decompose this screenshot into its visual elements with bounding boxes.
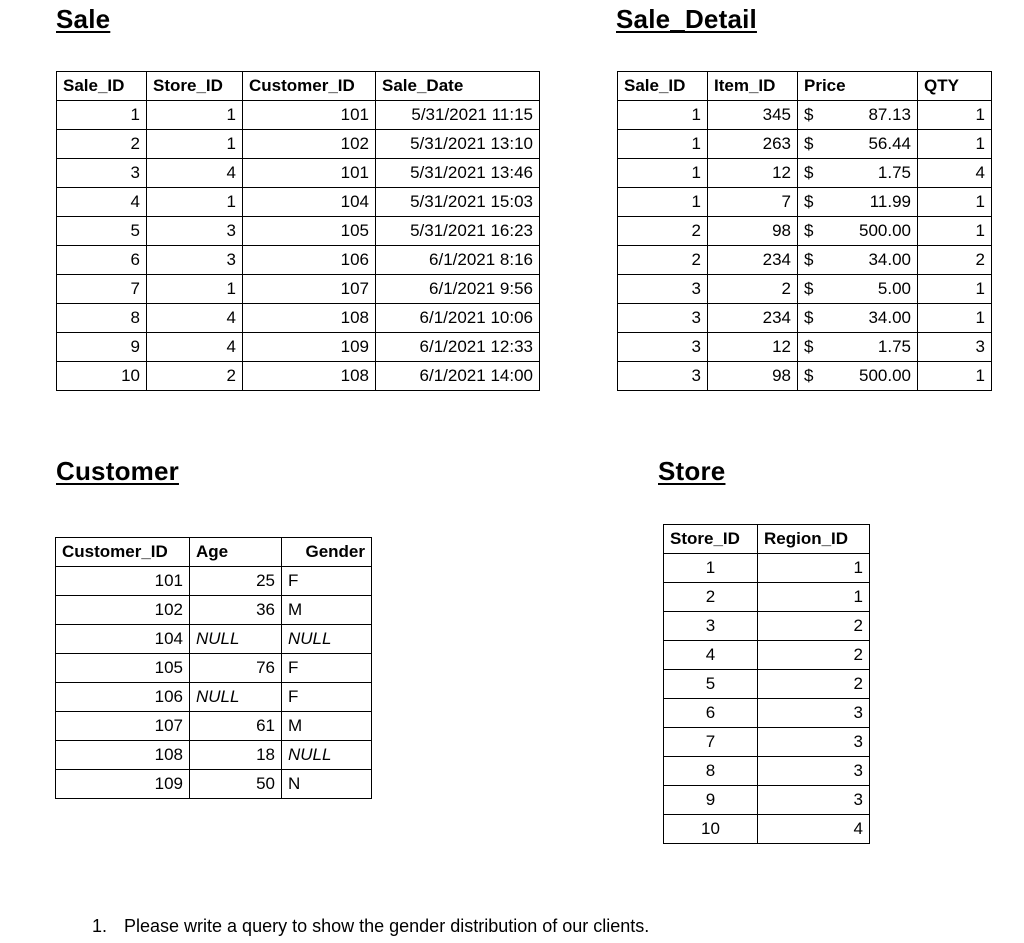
store-id-cell: 2: [664, 583, 758, 612]
table-row: [664, 641, 870, 670]
sale-id-cell: 9: [57, 333, 147, 362]
table-row: [664, 612, 870, 641]
store-id-cell: 1: [664, 554, 758, 583]
gender-cell: NULL: [282, 625, 372, 654]
qty-cell: 2: [918, 246, 992, 275]
customer-table: [55, 537, 372, 799]
sale-date-cell: 6/1/2021 10:06: [376, 304, 540, 333]
currency-symbol: $: [804, 163, 814, 182]
price-cell: [798, 333, 918, 362]
currency-symbol: $: [804, 308, 814, 327]
customer-id-cell: 104: [243, 188, 376, 217]
table-row: [664, 815, 870, 844]
region-id-cell: 3: [758, 786, 870, 815]
sale-detail-table: [617, 71, 992, 391]
region-id-cell: 2: [758, 641, 870, 670]
store-id-cell: 3: [147, 217, 243, 246]
item-id-cell: 234: [708, 304, 798, 333]
sale-header-sale-date: Sale_Date: [376, 72, 540, 101]
sale-id-cell: 2: [618, 217, 708, 246]
store-id-cell: 3: [664, 612, 758, 641]
customer-id-cell: 108: [56, 741, 190, 770]
customer-id-cell: 107: [243, 275, 376, 304]
price-cell: [798, 246, 918, 275]
gender-cell: F: [282, 567, 372, 596]
store-id-cell: 1: [147, 101, 243, 130]
store-id-cell: 4: [664, 641, 758, 670]
item-id-cell: 12: [708, 333, 798, 362]
table-row: [56, 596, 372, 625]
table-row: [664, 583, 870, 612]
age-cell: 25: [190, 567, 282, 596]
item-id-cell: 98: [708, 217, 798, 246]
sale-id-cell: 1: [57, 101, 147, 130]
age-cell: 50: [190, 770, 282, 799]
price-cell: [798, 217, 918, 246]
store-id-cell: 7: [664, 728, 758, 757]
table-row: [56, 683, 372, 712]
sale-header-store-id: Store_ID: [147, 72, 243, 101]
table-row: [57, 304, 540, 333]
sale-date-cell: 5/31/2021 13:10: [376, 130, 540, 159]
table-row: [56, 567, 372, 596]
store-table: [663, 524, 870, 844]
price-value: 87.13: [868, 105, 911, 124]
customer-id-cell: 106: [243, 246, 376, 275]
gender-cell: NULL: [282, 741, 372, 770]
sale-id-cell: 3: [618, 333, 708, 362]
table-row: [618, 101, 992, 130]
table-row: [664, 728, 870, 757]
customer-id-cell: 105: [243, 217, 376, 246]
store-id-cell: 10: [664, 815, 758, 844]
table-row: [57, 275, 540, 304]
store-id-cell: 4: [147, 333, 243, 362]
item-id-cell: 2: [708, 275, 798, 304]
sale-date-cell: 6/1/2021 9:56: [376, 275, 540, 304]
sale-id-cell: 7: [57, 275, 147, 304]
table-row: [57, 333, 540, 362]
customer-id-cell: 101: [243, 101, 376, 130]
price-cell: [798, 362, 918, 391]
table-row: [56, 712, 372, 741]
table-row: [618, 333, 992, 362]
price-value: 5.00: [877, 279, 911, 298]
table-row: [664, 670, 870, 699]
store-id-cell: 1: [147, 130, 243, 159]
currency-symbol: $: [804, 366, 814, 385]
customer-id-cell: 104: [56, 625, 190, 654]
currency-symbol: $: [804, 337, 814, 356]
sale-detail-header-item-id: Item_ID: [708, 72, 798, 101]
sale-header-row: [57, 72, 540, 101]
store-id-cell: 4: [147, 304, 243, 333]
sale-id-cell: 1: [618, 188, 708, 217]
price-value: 11.99: [869, 192, 911, 211]
customer-id-cell: 109: [243, 333, 376, 362]
sale-date-cell: 6/1/2021 8:16: [376, 246, 540, 275]
question-text: Please write a query to show the gender distribution of our clients.: [124, 916, 650, 936]
region-id-cell: 4: [758, 815, 870, 844]
sale-id-cell: 6: [57, 246, 147, 275]
currency-symbol: $: [804, 221, 814, 240]
sale-id-cell: 10: [57, 362, 147, 391]
price-cell: [798, 304, 918, 333]
customer-id-cell: 101: [56, 567, 190, 596]
region-id-cell: 2: [758, 670, 870, 699]
price-cell: [798, 101, 918, 130]
customer-id-cell: 101: [243, 159, 376, 188]
currency-symbol: $: [804, 105, 814, 124]
item-id-cell: 7: [708, 188, 798, 217]
table-row: [664, 786, 870, 815]
table-row: [56, 741, 372, 770]
store-id-cell: 5: [664, 670, 758, 699]
table-row: [664, 554, 870, 583]
sale-id-cell: 1: [618, 130, 708, 159]
table-row: [57, 101, 540, 130]
customer-header-gender: Gender: [282, 538, 372, 567]
price-cell: [798, 188, 918, 217]
gender-cell: M: [282, 596, 372, 625]
sale-detail-header-qty: QTY: [918, 72, 992, 101]
qty-cell: 3: [918, 333, 992, 362]
gender-cell: N: [282, 770, 372, 799]
sale-id-cell: 4: [57, 188, 147, 217]
region-id-cell: 2: [758, 612, 870, 641]
price-value: 500.00: [859, 221, 911, 240]
age-cell: 18: [190, 741, 282, 770]
region-id-cell: 3: [758, 728, 870, 757]
store-id-cell: 8: [664, 757, 758, 786]
sale-date-cell: 5/31/2021 11:15: [376, 101, 540, 130]
table-row: [57, 246, 540, 275]
store-id-cell: 3: [147, 246, 243, 275]
sale-header-sale-id: Sale_ID: [57, 72, 147, 101]
sale-date-cell: 6/1/2021 14:00: [376, 362, 540, 391]
sale-date-cell: 5/31/2021 15:03: [376, 188, 540, 217]
age-cell: 76: [190, 654, 282, 683]
sale-detail-header-sale-id: Sale_ID: [618, 72, 708, 101]
price-cell: [798, 130, 918, 159]
qty-cell: 4: [918, 159, 992, 188]
price-value: 1.75: [877, 163, 911, 182]
item-id-cell: 345: [708, 101, 798, 130]
store-header-store-id: Store_ID: [664, 525, 758, 554]
price-value: 56.44: [868, 134, 911, 153]
qty-cell: 1: [918, 362, 992, 391]
currency-symbol: $: [804, 192, 814, 211]
sale-id-cell: 3: [618, 362, 708, 391]
table-row: [57, 362, 540, 391]
sale-date-cell: 6/1/2021 12:33: [376, 333, 540, 362]
sale-id-cell: 3: [57, 159, 147, 188]
currency-symbol: $: [804, 250, 814, 269]
region-id-cell: 1: [758, 554, 870, 583]
gender-cell: F: [282, 683, 372, 712]
customer-id-cell: 102: [243, 130, 376, 159]
table-row: [618, 304, 992, 333]
sale-id-cell: 5: [57, 217, 147, 246]
table-row: [56, 654, 372, 683]
store-header-row: [664, 525, 870, 554]
qty-cell: 1: [918, 101, 992, 130]
sale-detail-title: Sale_Detail: [616, 4, 757, 34]
table-row: [57, 159, 540, 188]
table-row: [618, 217, 992, 246]
store-id-cell: 6: [664, 699, 758, 728]
store-id-cell: 4: [147, 159, 243, 188]
item-id-cell: 234: [708, 246, 798, 275]
store-id-cell: 1: [147, 275, 243, 304]
table-row: [618, 362, 992, 391]
customer-id-cell: 102: [56, 596, 190, 625]
price-cell: [798, 159, 918, 188]
gender-cell: M: [282, 712, 372, 741]
table-row: [56, 625, 372, 654]
store-title: Store: [658, 456, 726, 486]
age-cell: 36: [190, 596, 282, 625]
region-id-cell: 3: [758, 757, 870, 786]
table-row: [618, 130, 992, 159]
sale-id-cell: 2: [57, 130, 147, 159]
age-cell: NULL: [190, 625, 282, 654]
age-cell: NULL: [190, 683, 282, 712]
store-id-cell: 1: [147, 188, 243, 217]
table-row: [56, 770, 372, 799]
sale-id-cell: 1: [618, 101, 708, 130]
table-row: [57, 130, 540, 159]
region-id-cell: 1: [758, 583, 870, 612]
item-id-cell: 263: [708, 130, 798, 159]
table-row: [57, 217, 540, 246]
sale-id-cell: 1: [618, 159, 708, 188]
sale-id-cell: 8: [57, 304, 147, 333]
currency-symbol: $: [804, 279, 814, 298]
table-row: [618, 246, 992, 275]
sale-date-cell: 5/31/2021 13:46: [376, 159, 540, 188]
price-value: 500.00: [859, 366, 911, 385]
table-row: [57, 188, 540, 217]
table-row: [618, 275, 992, 304]
customer-id-cell: 105: [56, 654, 190, 683]
sale-id-cell: 3: [618, 275, 708, 304]
price-value: 34.00: [868, 250, 911, 269]
customer-title: Customer: [56, 456, 179, 486]
store-header-region-id: Region_ID: [758, 525, 870, 554]
sale-id-cell: 2: [618, 246, 708, 275]
qty-cell: 1: [918, 217, 992, 246]
customer-id-cell: 108: [243, 304, 376, 333]
customer-header-row: [56, 538, 372, 567]
sale-header-customer-id: Customer_ID: [243, 72, 376, 101]
sale-title: Sale: [56, 4, 111, 34]
gender-cell: F: [282, 654, 372, 683]
question: [92, 916, 649, 937]
table-row: [664, 757, 870, 786]
qty-cell: 1: [918, 275, 992, 304]
currency-symbol: $: [804, 134, 814, 153]
region-id-cell: 3: [758, 699, 870, 728]
customer-id-cell: 107: [56, 712, 190, 741]
price-value: 1.75: [877, 337, 911, 356]
question-number: 1.: [92, 916, 108, 936]
item-id-cell: 12: [708, 159, 798, 188]
item-id-cell: 98: [708, 362, 798, 391]
customer-id-cell: 109: [56, 770, 190, 799]
customer-header-age: Age: [190, 538, 282, 567]
table-row: [664, 699, 870, 728]
table-row: [618, 188, 992, 217]
price-cell: [798, 275, 918, 304]
customer-header-customer-id: Customer_ID: [56, 538, 190, 567]
qty-cell: 1: [918, 130, 992, 159]
qty-cell: 1: [918, 188, 992, 217]
customer-id-cell: 108: [243, 362, 376, 391]
sale-date-cell: 5/31/2021 16:23: [376, 217, 540, 246]
sale-detail-header-row: [618, 72, 992, 101]
sale-table: [56, 71, 540, 391]
customer-id-cell: 106: [56, 683, 190, 712]
sale-id-cell: 3: [618, 304, 708, 333]
qty-cell: 1: [918, 304, 992, 333]
table-row: [618, 159, 992, 188]
age-cell: 61: [190, 712, 282, 741]
sale-detail-header-price: Price: [798, 72, 918, 101]
price-value: 34.00: [868, 308, 911, 327]
store-id-cell: 9: [664, 786, 758, 815]
store-id-cell: 2: [147, 362, 243, 391]
